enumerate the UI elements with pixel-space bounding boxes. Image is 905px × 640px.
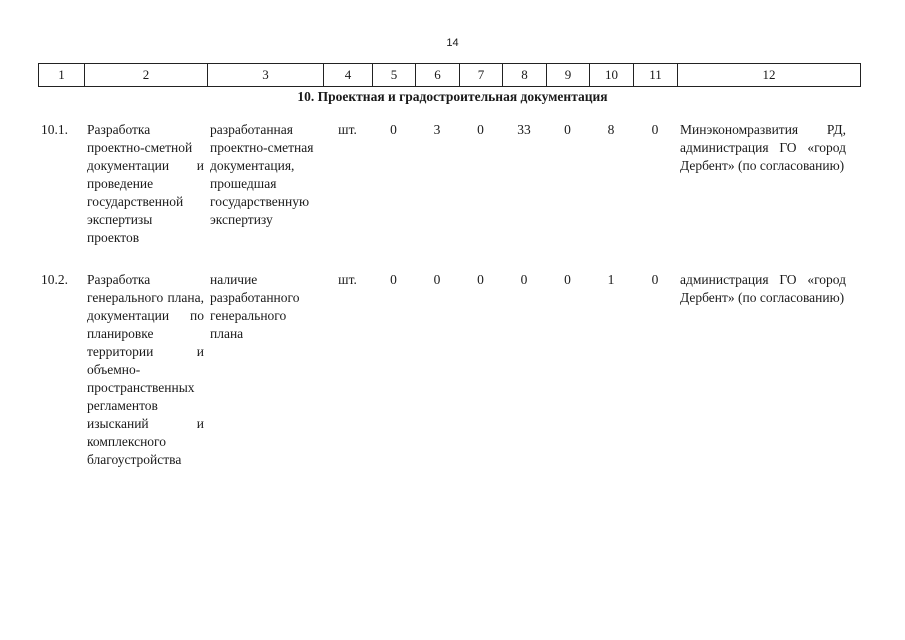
row-number: 10.2. (41, 272, 68, 287)
column-header-cell: 9 (547, 64, 590, 87)
indicator-name: разработанная проектно-сметная документация, прошедшая государственную экспертизу (210, 122, 314, 227)
table-row (38, 271, 849, 493)
column-header-cell: 1 (39, 64, 85, 87)
column-header-cell: 4 (324, 64, 373, 87)
column-header-cell: 12 (678, 64, 861, 87)
value-cell: 33 (517, 122, 531, 137)
column-header-cell: 5 (373, 64, 416, 87)
column-header-cell: 7 (460, 64, 503, 87)
value-cell: 0 (564, 122, 571, 137)
column-header-cell: 10 (590, 64, 634, 87)
row-number: 10.1. (41, 122, 68, 137)
column-header-cell: 2 (85, 64, 208, 87)
value-cell: 0 (520, 272, 528, 287)
measure-name: Разработка генерального плана, документации по планировке территории и объемно-пространственных регламентов изысканий и комплексного благоустройства (87, 272, 204, 467)
value-cell: 0 (477, 272, 484, 287)
executor: администрация ГО «город Дербент» (по согласованию) (680, 272, 846, 305)
section-title: 10. Проектная и градостроительная документация (297, 89, 608, 104)
measures-table (38, 121, 849, 493)
page-number: 14 (446, 37, 459, 49)
value-cell: 1 (607, 272, 615, 287)
column-header-cell: 6 (416, 64, 460, 87)
value-cell: 0 (390, 122, 397, 137)
column-header-cell: 11 (634, 64, 678, 87)
value-cell: 0 (390, 272, 397, 287)
column-header-table (38, 63, 861, 87)
column-header-row (39, 64, 861, 87)
value-cell: 0 (651, 272, 659, 287)
column-header-cell: 8 (503, 64, 547, 87)
unit: шт. (338, 122, 357, 137)
measure-name: Разработка проектно-сметной документации и проведение государственной экспертизы проектов (87, 122, 204, 245)
value-cell: 0 (477, 122, 484, 137)
value-cell: 8 (607, 122, 615, 137)
executor: Минэкономразвития РД, администрация ГО «город Дербент» (по согласованию) (680, 122, 846, 173)
value-cell: 3 (433, 122, 441, 137)
value-cell: 0 (564, 272, 571, 287)
value-cell: 0 (651, 122, 659, 137)
unit: шт. (338, 272, 357, 287)
indicator-name: наличие разработанного генерального плана (210, 272, 300, 341)
value-cell: 0 (433, 272, 441, 287)
column-header-cell: 3 (208, 64, 324, 87)
table-row (38, 121, 849, 271)
